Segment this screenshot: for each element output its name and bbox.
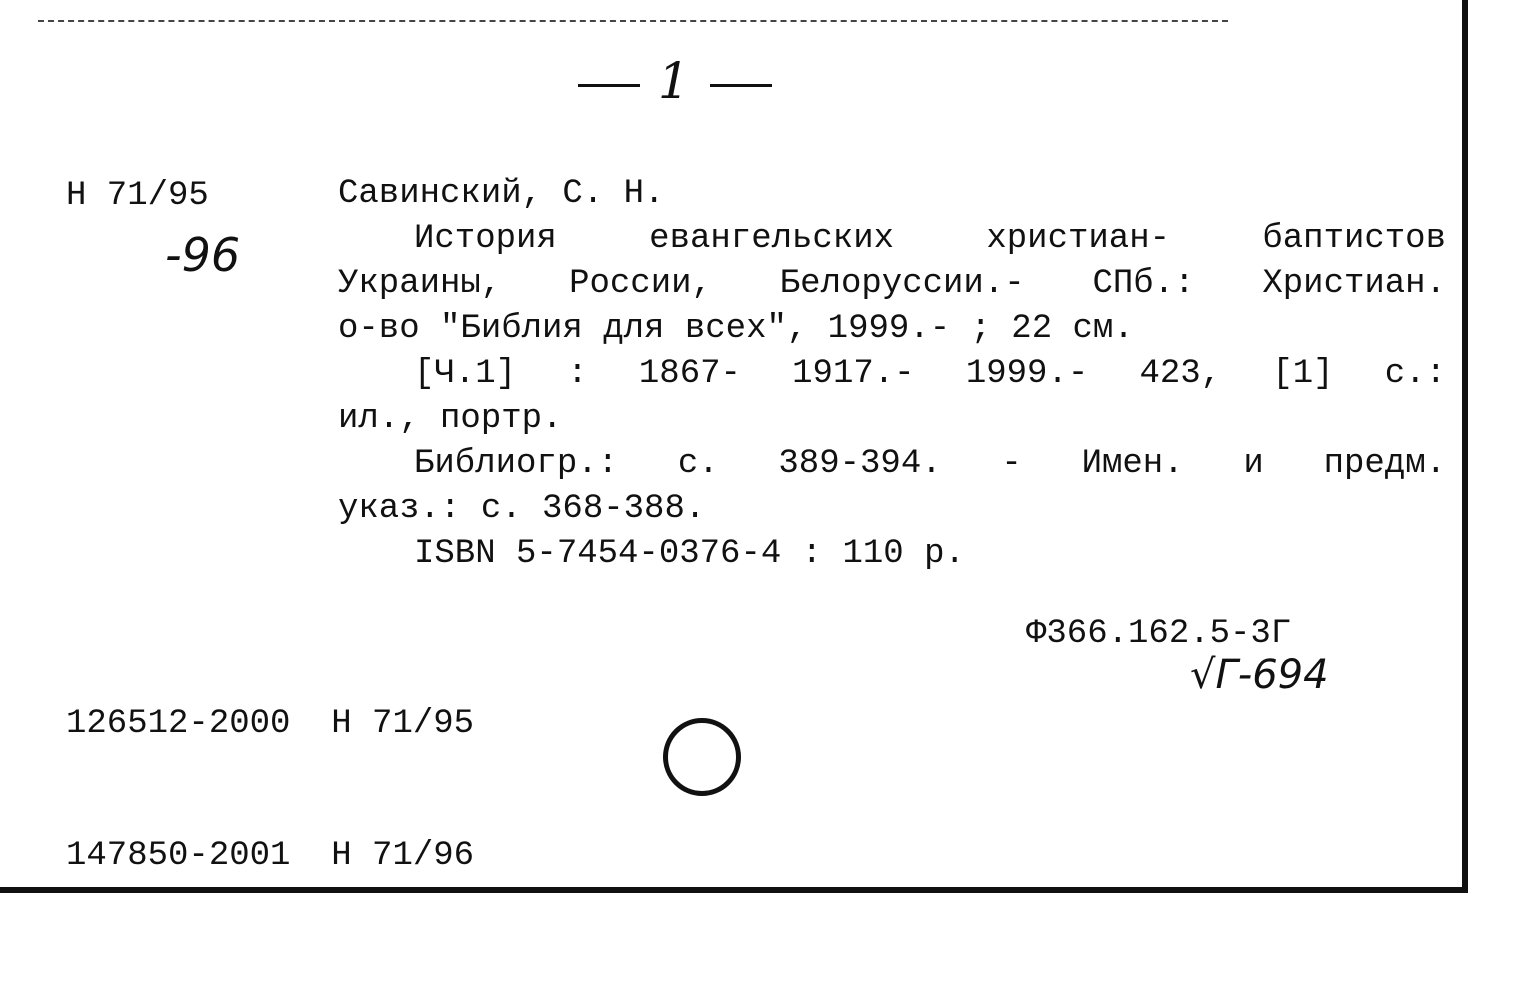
ring-stamp — [663, 718, 741, 796]
card-number-value: 1 — [657, 52, 692, 110]
inventory-entry: 126512-2000 Н 71/95 — [66, 705, 475, 743]
note-line-1: Библиогр.: с. 389-394. - Имен. и предм. — [414, 445, 1446, 483]
classification-code: Ф366.162.5-3Г — [1026, 615, 1292, 653]
inventory-entry: 147850-2001 Н 71/96 — [66, 837, 475, 875]
isbn-line: ISBN 5-7454-0376-4 : 110 р. — [414, 535, 965, 573]
top-rule — [38, 20, 1228, 22]
title-line-1: История евангельских христиан- баптистов — [414, 220, 1446, 258]
title-line-3: о-во "Библия для всех", 1999.- ; 22 см. — [338, 310, 1134, 348]
note-line-2: указ.: с. 368-388. — [338, 490, 706, 528]
dash-left — [578, 84, 640, 87]
part-line-2: ил., портр. — [338, 400, 563, 438]
author-heading: Савинский, С. Н. — [338, 175, 665, 213]
part-line-1: [Ч.1] : 1867- 1917.- 1999.- 423, [1] с.: — [414, 355, 1446, 393]
dash-right — [710, 84, 772, 87]
card-number — [578, 52, 772, 110]
inventory-list — [66, 614, 474, 966]
bibliographic-description — [338, 172, 1446, 577]
title-line-2: Украины, России, Белоруссии.- СПб.: Христиан. — [338, 265, 1446, 303]
classification-handwritten: √Г-694 — [1190, 652, 1329, 698]
shelfmark-primary: Н 71/95 — [66, 177, 209, 215]
shelfmark-handwritten: -96 — [165, 228, 241, 282]
